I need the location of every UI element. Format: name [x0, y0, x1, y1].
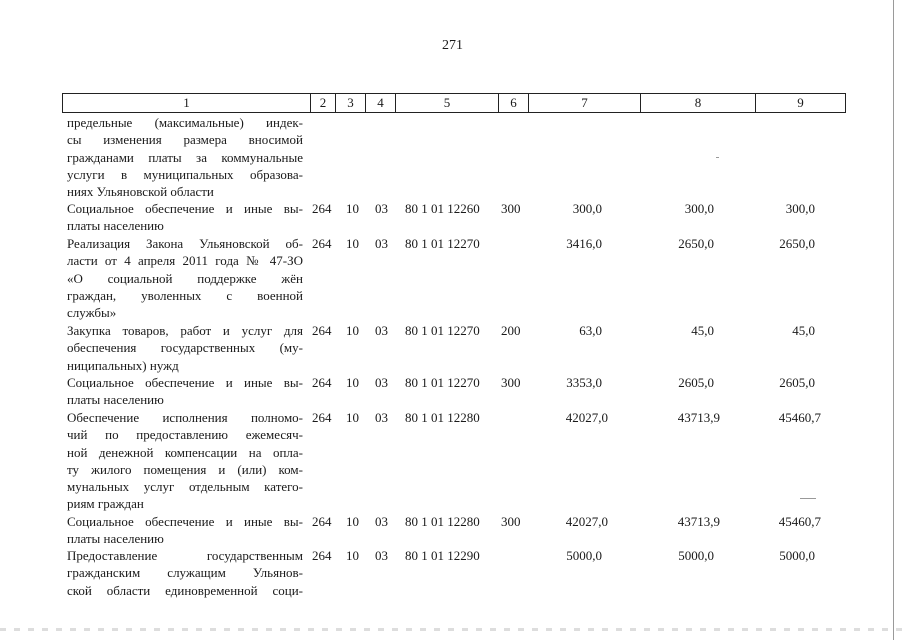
desc-line: Предоставление государственным: [67, 548, 303, 563]
row-description: [67, 547, 303, 599]
header-col-3: 3: [347, 95, 354, 110]
cell-admin-code: 264: [312, 201, 332, 216]
row-description: [67, 374, 303, 409]
desc-line: платы населению: [67, 392, 164, 408]
row-description: [67, 409, 303, 513]
cell-section: 10: [346, 323, 359, 338]
cell-amount-col9: 45,0: [792, 323, 815, 338]
header-col-2: 2: [319, 95, 327, 110]
cell-section: 10: [346, 548, 359, 563]
cell-amount-col9: 2605,0: [779, 375, 815, 390]
page-number: 271: [442, 38, 463, 53]
desc-line: Закупка товаров, работ и услуг для: [67, 323, 303, 338]
desc-line: сы изменения размера вносимой: [67, 132, 303, 148]
cell-admin-code: 264: [312, 375, 332, 390]
desc-line: мунальных услуг отдельным катего-: [67, 479, 303, 495]
cell-subsection: 03: [375, 514, 388, 529]
cell-amount-col8: 43713,9: [677, 410, 720, 425]
cell-amount-col8: 300,0: [684, 201, 714, 216]
desc-line: гражданским служащим Ульянов-: [67, 565, 303, 581]
cell-admin-code: 264: [312, 236, 332, 251]
cell-admin-code: 264: [312, 410, 332, 425]
desc-line: гражданами платы за коммунальные: [67, 149, 303, 165]
desc-line: услуги в муниципальных образова-: [67, 166, 303, 182]
desc-line: предельные (максимальные) индек-: [67, 115, 303, 130]
desc-line: ной денежной компенсации на опла-: [67, 444, 303, 460]
table-header-row: [62, 93, 846, 113]
cell-admin-code: 264: [312, 323, 332, 338]
desc-line: ласти от 4 апреля 2011 года № 47-ЗО: [67, 253, 303, 269]
cell-subsection: 03: [375, 323, 388, 338]
cell-subsection: 03: [375, 410, 388, 425]
cell-amount-col9: 2650,0: [779, 236, 815, 251]
cell-target-item: 80 1 01 12280: [405, 514, 480, 529]
cell-amount-col9: 300,0: [785, 201, 815, 216]
page-edge: [893, 0, 894, 640]
cell-amount-col8: 2605,0: [678, 375, 714, 390]
desc-line: Социальное обеспечение и иные вы-: [67, 375, 303, 390]
cell-expense-type: 300: [501, 514, 521, 529]
desc-line: Обеспечение исполнения полномо-: [67, 410, 303, 425]
cell-expense-type: 300: [501, 201, 521, 216]
cell-amount-col7: 3416,0: [566, 236, 602, 251]
cell-subsection: 03: [375, 201, 388, 216]
scan-speck: [800, 498, 816, 499]
desc-line: Социальное обеспечение и иные вы-: [67, 514, 303, 529]
cell-amount-col8: 5000,0: [678, 548, 714, 563]
cell-target-item: 80 1 01 12290: [405, 548, 480, 563]
header-col-9: 9: [797, 95, 804, 110]
desc-line: чий по предоставлению ежемесяч-: [67, 427, 303, 443]
cell-subsection: 03: [375, 375, 388, 390]
cell-expense-type: 200: [501, 323, 521, 338]
cell-target-item: 80 1 01 12260: [405, 201, 480, 216]
desc-line: платы населению: [67, 218, 164, 234]
cell-target-item: 80 1 01 12280: [405, 410, 480, 425]
desc-line: риям граждан: [67, 496, 144, 512]
cell-amount-col7: 63,0: [579, 323, 602, 338]
desc-line: «О социальной поддержке жён: [67, 270, 303, 286]
cell-target-item: 80 1 01 12270: [405, 375, 480, 390]
desc-line: ниципальных) нужд: [67, 357, 179, 373]
row-description: [67, 200, 303, 235]
header-col-5: 5: [443, 95, 451, 110]
cell-amount-col8: 2650,0: [678, 236, 714, 251]
cell-section: 10: [346, 514, 359, 529]
row-description: [67, 114, 303, 200]
desc-line: Социальное обеспечение и иные вы-: [67, 201, 303, 216]
header-col-8: 8: [694, 95, 702, 110]
cell-subsection: 03: [375, 236, 388, 251]
cell-section: 10: [346, 375, 359, 390]
cell-subsection: 03: [375, 548, 388, 563]
cell-amount-col7: 3353,0: [566, 375, 602, 390]
cell-amount-col9: 45460,7: [778, 410, 821, 425]
cell-amount-col7: 42027,0: [565, 410, 608, 425]
cell-amount-col9: 5000,0: [779, 548, 815, 563]
desc-line: Реализация Закона Ульяновской об-: [67, 236, 303, 251]
desc-line: ской области единовременной соци-: [67, 582, 303, 598]
desc-line: службы»: [67, 305, 117, 321]
cell-amount-col9: 45460,7: [778, 514, 821, 529]
cell-amount-col8: 43713,9: [677, 514, 720, 529]
header-col-4: 4: [377, 95, 384, 110]
desc-line: обеспечения государственных (му-: [67, 340, 303, 356]
header-col-1: 1: [183, 95, 190, 110]
row-description: [67, 513, 303, 548]
cell-expense-type: 300: [501, 375, 521, 390]
cell-amount-col7: 300,0: [572, 201, 602, 216]
cell-amount-col7: 42027,0: [565, 514, 608, 529]
cell-section: 10: [346, 201, 359, 216]
cell-amount-col8: 45,0: [691, 323, 714, 338]
row-description: [67, 235, 303, 321]
cell-target-item: 80 1 01 12270: [405, 323, 480, 338]
desc-line: ниях Ульяновской области: [67, 184, 214, 200]
cell-section: 10: [346, 410, 359, 425]
cell-admin-code: 264: [312, 514, 332, 529]
row-description: [67, 322, 303, 374]
scan-speck: [716, 157, 719, 158]
header-col-7: 7: [581, 95, 588, 110]
cell-target-item: 80 1 01 12270: [405, 236, 480, 251]
scan-edge-noise: [0, 628, 905, 631]
header-col-6: 6: [510, 95, 517, 110]
desc-line: платы населению: [67, 531, 164, 547]
cell-amount-col7: 5000,0: [566, 548, 602, 563]
cell-section: 10: [346, 236, 359, 251]
desc-line: ту жилого помещения и (или) ком-: [67, 461, 303, 477]
cell-admin-code: 264: [312, 548, 332, 563]
desc-line: граждан, уволенных с военной: [67, 287, 303, 303]
